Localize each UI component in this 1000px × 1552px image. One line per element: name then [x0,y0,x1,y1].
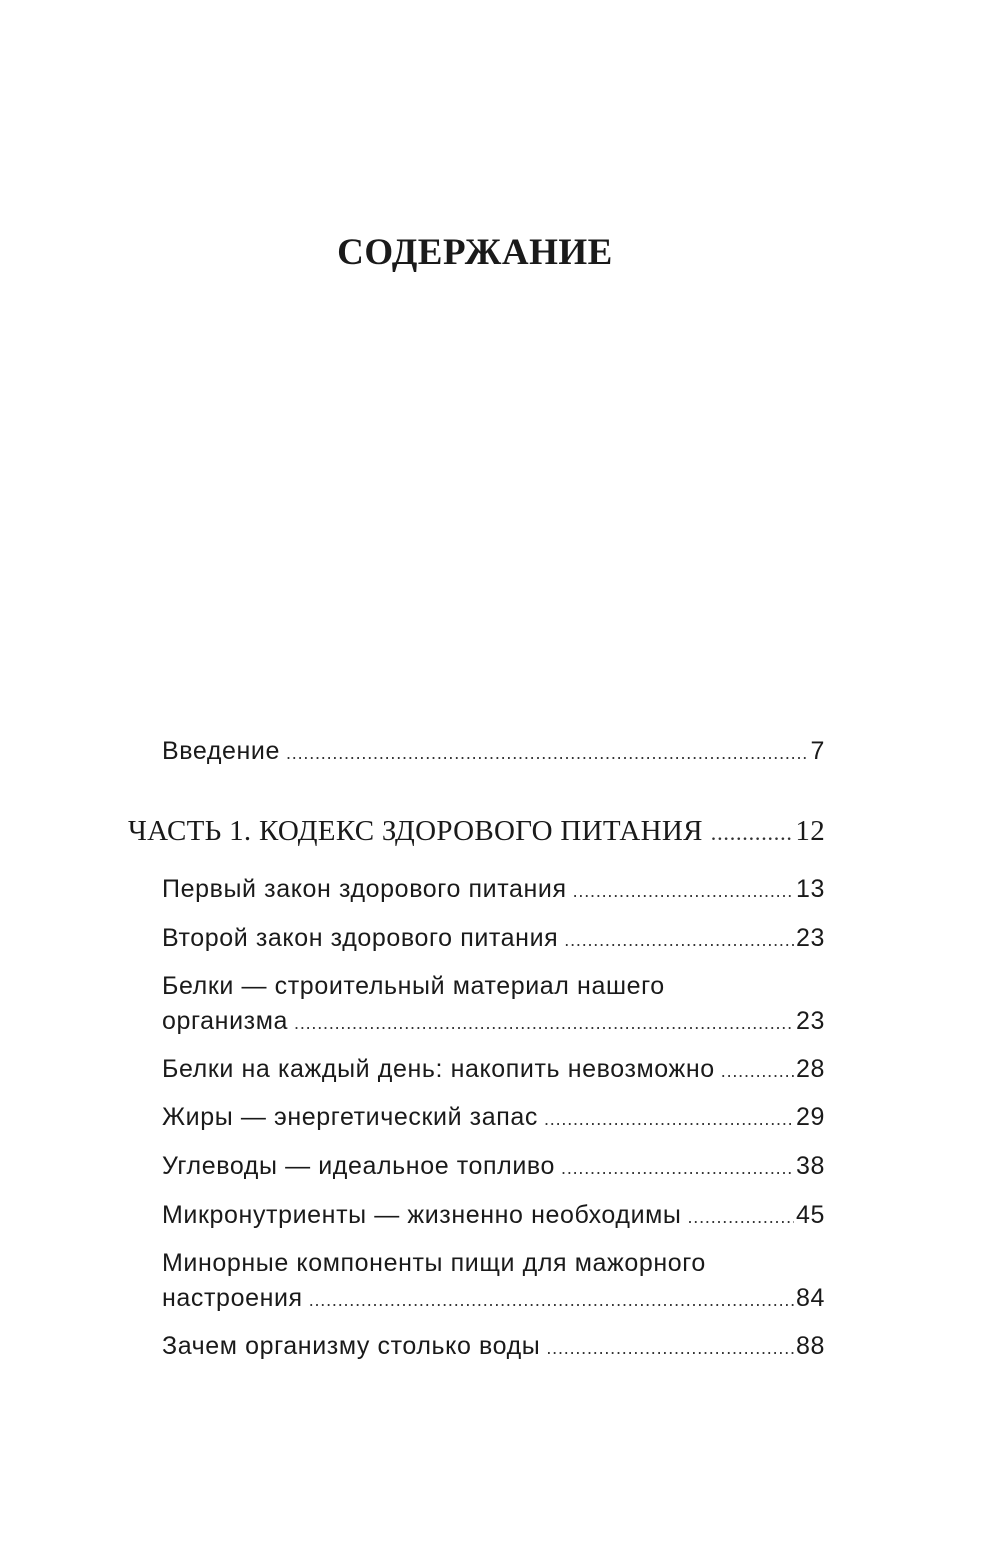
toc-entry[interactable] [162,969,825,1041]
toc-entry-intro[interactable] [162,734,825,771]
dot-leader [294,1006,794,1041]
dot-leader [309,1283,794,1318]
page-title: СОДЕРЖАНИЕ [337,232,613,273]
toc-entry[interactable] [162,1329,825,1366]
toc-entry[interactable] [162,1100,825,1137]
toc-entry-page: 88 [795,1332,825,1360]
toc-entry-page: 13 [795,875,825,903]
toc-entry[interactable] [162,872,825,909]
dot-leader [561,1151,794,1186]
dot-leader [564,923,794,958]
toc-entry-page: 23 [795,924,825,952]
toc-entry-label: Микронутриенты — жизненно необходимы [162,1201,682,1229]
toc-entry-label: Жиры — энергетический запас [162,1103,538,1131]
toc-entry-label: Введение [162,737,280,765]
toc-entry-label: Белки на каждый день: накопить невозможно [162,1055,715,1083]
toc-part-page: 12 [795,815,825,847]
toc-entry-label: Углеводы — идеальное топливо [162,1152,556,1180]
dot-leader [286,736,808,771]
dot-leader [546,1331,794,1366]
toc-entry-label: Второй закон здорового питания [162,924,559,952]
toc-entry-page: 29 [795,1103,825,1131]
toc-entry[interactable] [162,1052,825,1089]
dot-leader [544,1102,794,1137]
toc-entry-page: 45 [795,1201,825,1229]
toc-entry[interactable] [162,1198,825,1235]
dot-leader [573,874,794,909]
toc-entry-page: 28 [795,1055,825,1083]
toc-part-heading[interactable] [128,814,825,850]
toc-entry-page: 23 [795,1007,825,1035]
toc-entry-label: настроения [162,1284,303,1312]
toc-part-label: ЧАСТЬ 1. КОДЕКС ЗДОРОВОГО ПИТАНИЯ [128,815,703,847]
toc-entry-label: Зачем организму столько воды [162,1332,541,1360]
toc-entry-page: 84 [795,1284,825,1312]
dot-leader [721,1054,794,1089]
toc-entry[interactable] [162,1246,825,1318]
toc-entry-label: Первый закон здорового питания [162,875,567,903]
toc-entry-label-line1: Белки — строительный материал нашего [162,972,665,1000]
dot-leader [711,815,792,850]
toc-entry-label-line1: Минорные компоненты пищи для мажорного [162,1249,706,1277]
dot-leader [688,1200,794,1235]
toc-entry[interactable] [162,921,825,958]
toc-entry-page: 7 [810,737,825,765]
toc-entry-page: 38 [795,1152,825,1180]
toc-entry-label: организма [162,1007,289,1035]
toc-entry[interactable] [162,1149,825,1186]
